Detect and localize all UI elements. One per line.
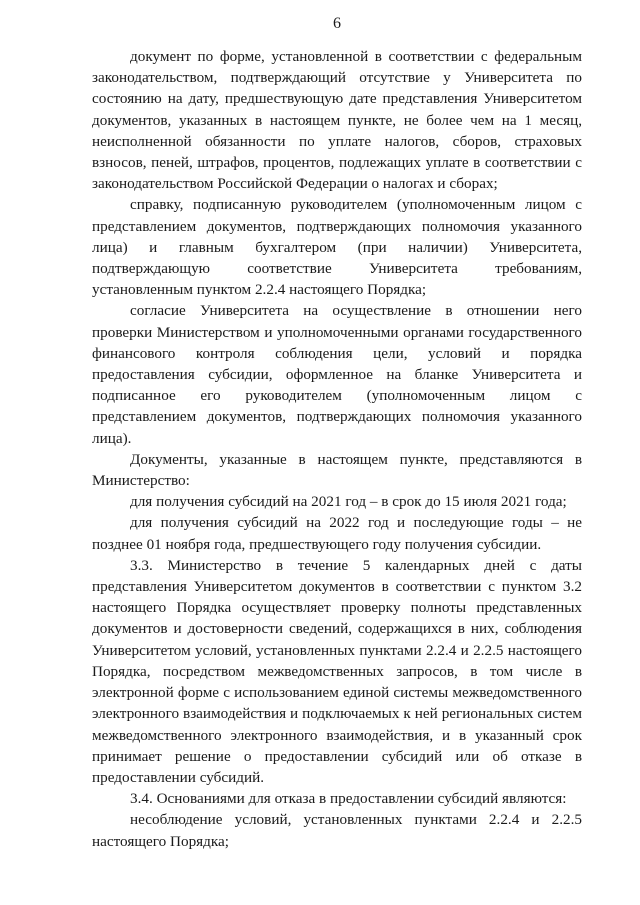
paragraph-section-3-3: 3.3. Министерство в течение 5 календарных дней с даты представления Университетом документов в соответствии с пунктом 3.2 настоящего Порядка осуществляет проверку полноты представленных документов и достоверности сведений, содержащихся в них, соблюдения Университетом условий, установленных пунктами 2.2.4 и 2.2.5 настоящего Порядка, посредством межведомственных запросов, в том числе в электронной форме с использованием единой системы межведомственного электронного взаимодействия и подключаемых к ней региональных систем межведомственного электронного взаимодействия, и в указанный срок принимает решение о предоставлении субсидий или об отказе в предоставлении субсидий. <box>92 556 582 786</box>
paragraph-tax-certificate: документ по форме, установленной в соответствии с федеральным законодательством, подтверждающий отсутствие у Университета по состоянию на дату, предшествующую дате представления Университетом документов, указанных в настоящем пункте, не более чем на 1 месяц, неисполненной обязанности по уплате налогов, сборов, страховых взносов, пеней, штрафов, процентов, подлежащих уплате в соответствии с законодательством Российской Федерации о налогах и сборах; <box>92 48 582 193</box>
document-body <box>92 46 582 852</box>
page-number: 6 <box>333 15 341 32</box>
paragraph-section-3-4: 3.4. Основаниями для отказа в предоставлении субсидий являются: <box>130 790 567 808</box>
paragraph-deadline-2021: для получения субсидий на 2021 год – в срок до 15 июля 2021 года; <box>130 493 567 511</box>
paragraph-signed-statement: справку, подписанную руководителем (уполномоченным лицом с представлением документов, подтверждающих полномочия указанного лица) и главным бухгалтером (при наличии) Университета, подтверждающую соответствие Университета требованиям, установленным пунктом 2.2.4 настоящего Порядка; <box>92 196 582 299</box>
paragraph-refusal-ground-1: несоблюдение условий, установленных пунктами 2.2.4 и 2.2.5 настоящего Порядка; <box>92 811 582 850</box>
paragraph-deadline-2022: для получения субсидий на 2022 год и последующие годы – не позднее 01 ноября года, предшествующего году получения субсидии. <box>92 514 582 553</box>
paragraph-consent-to-audit: согласие Университета на осуществление в отношении него проверки Министерством и уполномоченными органами государственного финансового контроля соблюдения цели, условий и порядка предоставления субсидии, оформленное на бланке Университета и подписанное его руководителем (уполномоченным лицом с представлением документов, подтверждающих полномочия указанного лица). <box>92 302 582 447</box>
paragraph-submission-intro: Документы, указанные в настоящем пункте, представляются в Министерство: <box>92 450 582 490</box>
